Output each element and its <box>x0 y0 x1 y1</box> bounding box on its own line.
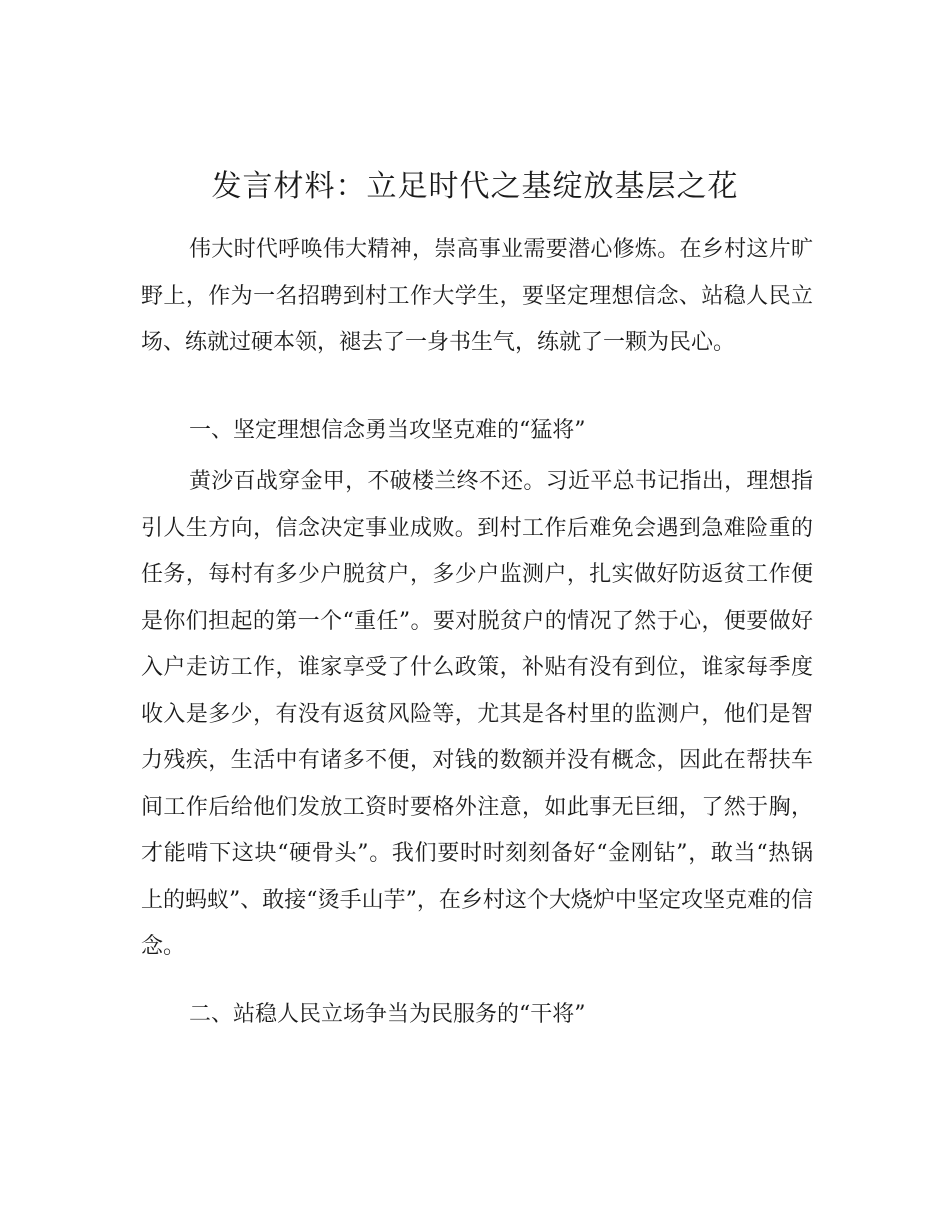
section-heading-1: 一、坚定理想信念勇当攻坚克难的“猛将” <box>189 418 586 443</box>
section-1-paragraph: 黄沙百战穿金甲，不破楼兰终不还。习近平总书记指出，理想指引人生方向，信念决定事业成败。到村工作后难免会遇到急难险重的任务，每村有多少户脱贫户，多少户监测户，扎实做好防返贫工作便是你们担起的第一个“重任”。要对脱贫户的情况了然于心，便要做好入户走访工作，谁家享受了什么政策，补贴有没有到位，谁家每季度收入是多少，有没有返贫风险等，尤其是各村里的监测户，他们是智力残疾，生活中有诸多不便，对钱的数额并没有概念，因此在帮扶车间工作后给他们发放工资时要格外注意，如此事无巨细，了然于胸，才能啃下这块“硬骨头”。我们要时时刻刻备好“金刚钻”，敢当“热锅上的蚂蚁”、敢接“烫手山芋”，在乡村这个大烧炉中坚定攻坚克难的信念。 <box>141 469 813 959</box>
intro-paragraph: 伟大时代呼唤伟大精神，崇高事业需要潜心修炼。在乡村这片旷野上，作为一名招聘到村工作大学生，要坚定理想信念、站稳人民立场、练就过硬本领，褪去了一身书生气，练就了一颗为民心。 <box>141 237 813 355</box>
section-heading-2: 二、站稳人民立场争当为民服务的“干将” <box>189 1002 586 1027</box>
document-title: 发言材料：立足时代之基绽放基层之花 <box>211 169 739 204</box>
